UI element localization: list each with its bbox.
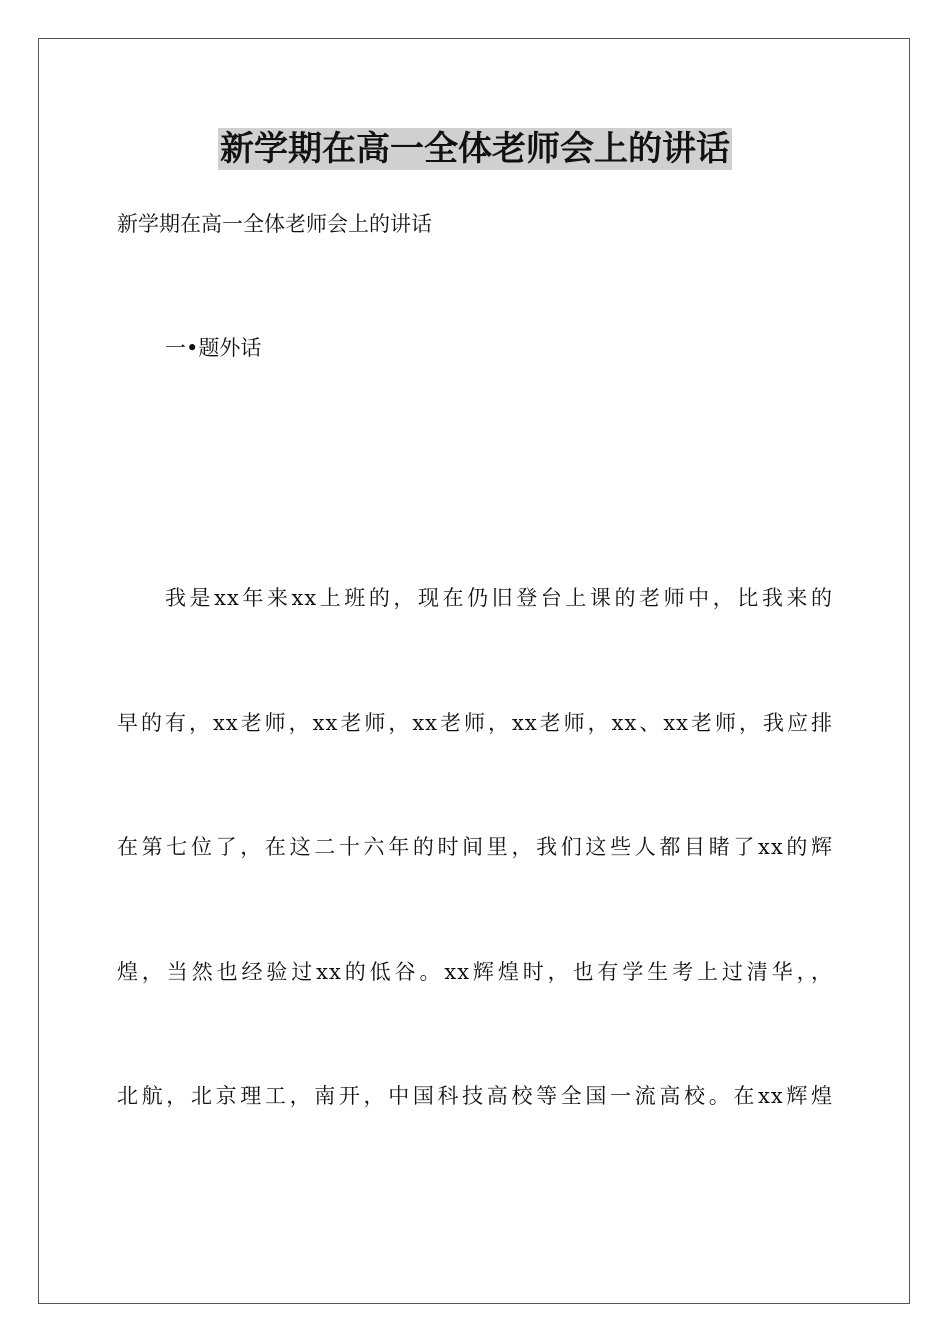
paragraph-line-4: 煌，当然也经验过xx的低谷。xx辉煌时，也有学生考上过清华，， (117, 960, 833, 984)
section-heading: 一•题外话 (165, 336, 262, 360)
document-title: 新学期在高一全体老师会上的讲话 (220, 129, 730, 169)
paragraph-line-1: 我是xx年来xx上班的，现在仍旧登台上课的老师中，比我来的 (165, 586, 833, 610)
document-title-container (0, 128, 950, 170)
document-subtitle: 新学期在高一全体老师会上的讲话 (117, 212, 432, 236)
paragraph-line-2: 早的有，xx老师，xx老师，xx老师，xx老师，xx、xx老师，我应排 (117, 711, 833, 735)
paragraph-line-3: 在第七位了，在这二十六年的时间里，我们这些人都目睹了xx的辉 (117, 835, 833, 859)
paragraph-line-5: 北航，北京理工，南开，中国科技高校等全国一流高校。在xx辉煌 (117, 1084, 833, 1108)
